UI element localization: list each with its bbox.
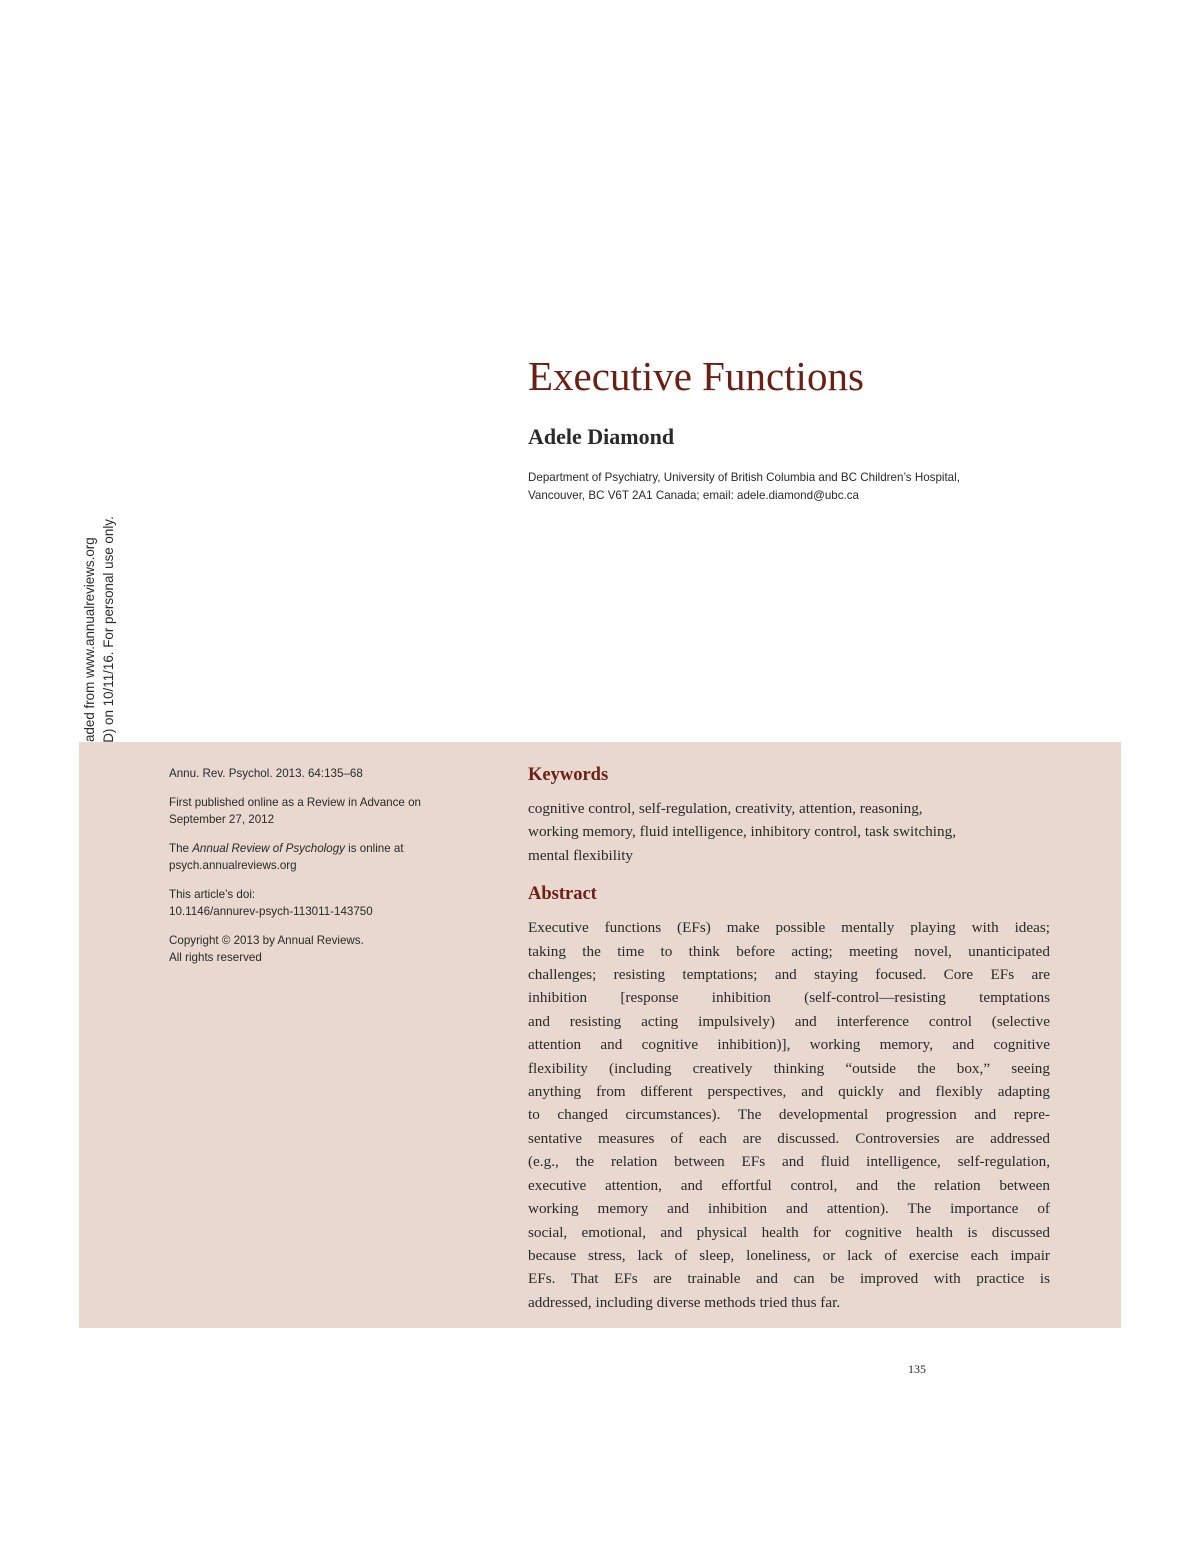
article-metadata — [169, 765, 489, 978]
keywords-heading: Keywords — [528, 765, 609, 785]
abstract-heading: Abstract — [528, 884, 597, 905]
copyright-block — [169, 932, 489, 966]
article-title: Executive Functions — [528, 353, 864, 399]
online-suffix: is online at — [344, 842, 404, 855]
abstract-line: because stress, lack of sleep, loneliness, or lack of exercise each impair — [528, 1246, 1050, 1264]
abstract-line: Executive functions (EFs) make possible mentally playing with ideas; — [528, 919, 1050, 937]
first-published-line-1: First published online as a Review in Advance on — [169, 796, 421, 809]
doi-block — [169, 886, 489, 920]
abstract-line: challenges; resisting temptations; and staying focused. Core EFs are — [528, 966, 1050, 984]
citation-block — [169, 765, 489, 782]
journal-name: Annual Review of Psychology — [192, 842, 345, 855]
author-affiliation — [528, 469, 1068, 505]
author-name: Adele Diamond — [528, 424, 675, 449]
abstract-line: attention and cognitive inhibition)], working memory, and cognitive — [528, 1036, 1050, 1054]
abstract-body — [528, 916, 1050, 1314]
abstract-line: social, emotional, and physical health for cognitive health is discussed — [528, 1223, 1050, 1241]
abstract-line: inhibition [response inhibition (self-control—resisting temptations — [528, 989, 1050, 1007]
keywords-abstract-column — [528, 762, 1050, 1314]
online-line — [169, 840, 489, 857]
affiliation-line-1: Department of Psychiatry, University of British Columbia and BC Children’s Hospital, — [528, 471, 960, 484]
abstract-line: executive attention, and effortful control, and the relation between — [528, 1176, 1050, 1194]
abstract-line: EFs. That EFs are trainable and can be improved with practice is — [528, 1270, 1050, 1288]
abstract-line: working memory and inhibition and attention). The importance of — [528, 1200, 1050, 1218]
copyright-line-1: Copyright © 2013 by Annual Reviews. — [169, 934, 364, 947]
keywords-line: mental flexibility — [528, 846, 634, 864]
abstract-line: sentative measures of each are discussed. Controversies are addressed — [528, 1129, 1050, 1147]
online-prefix: The — [169, 842, 193, 855]
keywords-list — [528, 797, 1050, 867]
journal-url[interactable]: psych.annualreviews.org — [169, 859, 297, 872]
doi-label: This article’s doi: — [169, 888, 256, 901]
abstract-line: to changed circumstances). The developmental progression and repre- — [528, 1106, 1050, 1124]
online-block — [169, 840, 489, 874]
abstract-line: and resisting acting impulsively) and interference control (selective — [528, 1012, 1050, 1030]
abstract-line: (e.g., the relation between EFs and fluid intelligence, self-regulation, — [528, 1153, 1050, 1171]
abstract-line: taking the time to think before acting; meeting novel, unanticipated — [528, 942, 1050, 960]
first-published-line-2: September 27, 2012 — [169, 813, 275, 826]
page-number: 135 — [908, 1362, 926, 1376]
doi-value[interactable]: 10.1146/annurev-psych-113011-143750 — [169, 905, 373, 918]
keywords-line: working memory, fluid intelligence, inhibitory control, task switching, — [528, 823, 956, 841]
affiliation-line-2: Vancouver, BC V6T 2A1 Canada; email: adele.diamond@ubc.ca — [528, 489, 860, 502]
keywords-line: cognitive control, self-regulation, creativity, attention, reasoning, — [528, 800, 923, 817]
abstract-line: flexibility (including creatively thinking “outside the box,” seeing — [528, 1059, 1050, 1077]
citation: Annu. Rev. Psychol. 2013. 64:135–68 — [169, 767, 363, 780]
abstract-line: addressed, including diverse methods tried thus far. — [528, 1293, 841, 1311]
abstract-line: anything from different perspectives, and quickly and flexibly adapting — [528, 1083, 1050, 1101]
copyright-line-2: All rights reserved — [169, 951, 262, 964]
first-published-block — [169, 794, 489, 828]
